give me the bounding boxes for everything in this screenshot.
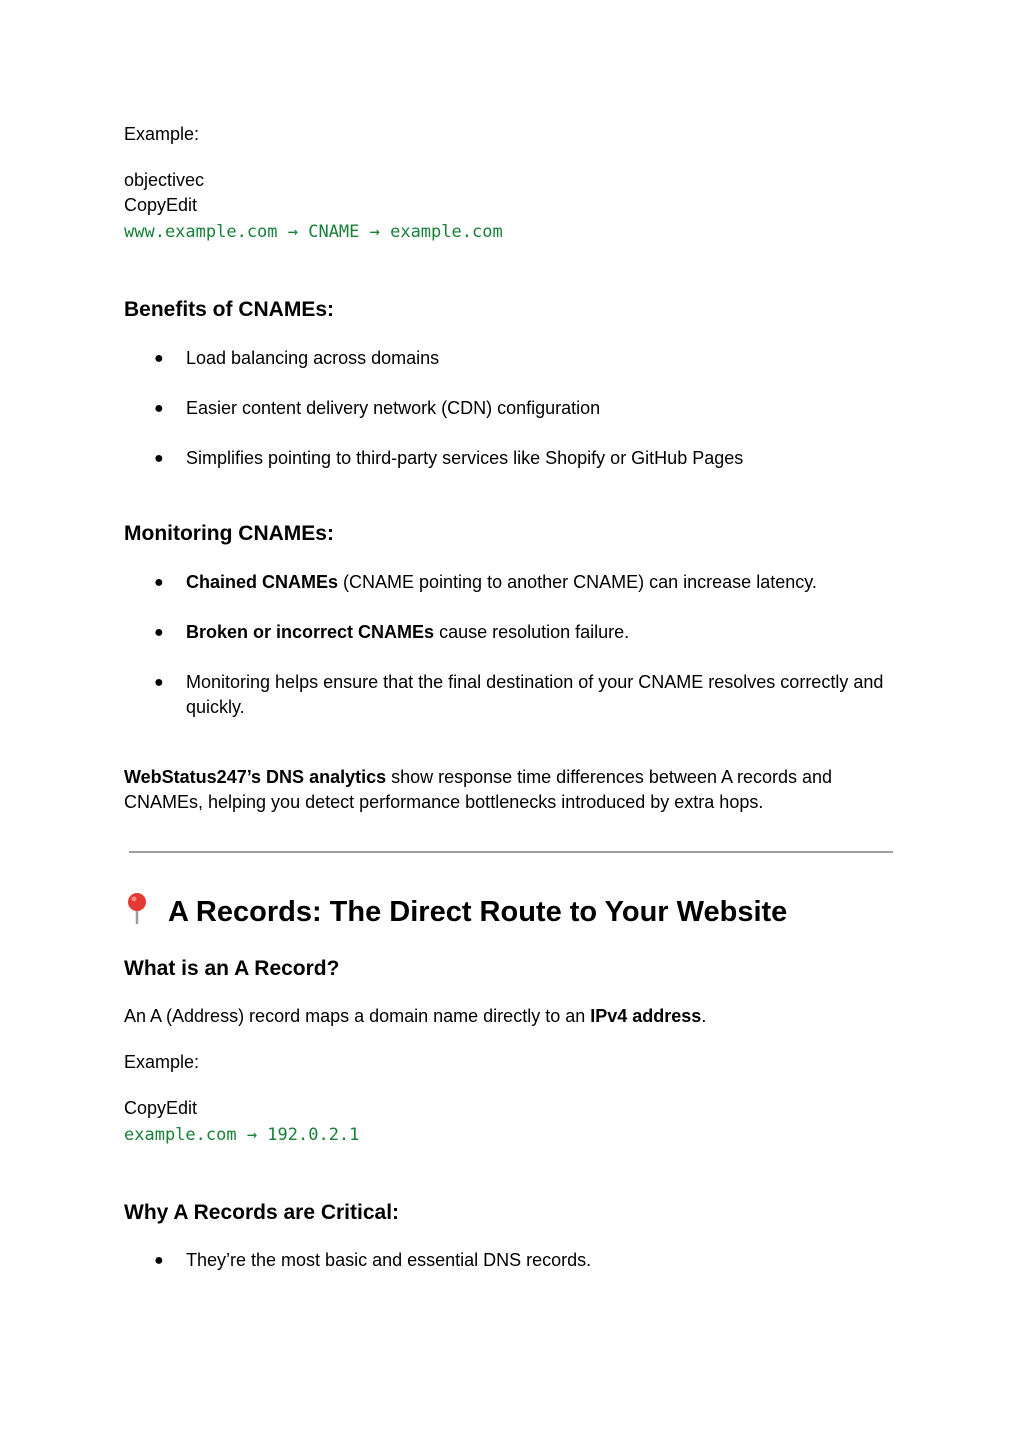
bullet-icon: ● — [154, 1252, 164, 1269]
bullet-icon: ● — [154, 400, 164, 417]
what-bold: IPv4 address — [590, 1006, 702, 1026]
what-text-end: . — [701, 1006, 707, 1026]
benefits-heading: Benefits of CNAMEs: — [124, 298, 335, 321]
copy-edit-label[interactable]: CopyEdit — [124, 1098, 198, 1118]
list-item: Easier content delivery network (CDN) configuration — [186, 398, 601, 418]
list-item — [186, 670, 896, 720]
what-text: An A (Address) record maps a domain name directly to an — [124, 1006, 591, 1026]
list-item-text: cause resolution failure. — [434, 622, 630, 642]
copy-edit-label[interactable]: CopyEdit — [124, 195, 198, 215]
list-item: Simplifies pointing to third-party services like Shopify or GitHub Pages — [186, 448, 744, 468]
analytics-bold: WebStatus247’s DNS analytics — [124, 767, 387, 787]
bullet-icon: ● — [154, 350, 164, 367]
code-line: example.com → 192.0.2.1 — [124, 1125, 360, 1145]
a-records-title-text: A Records: The Direct Route to Your Website — [168, 896, 788, 928]
example-label: Example: — [124, 1052, 200, 1072]
list-item-bold: Chained CNAMEs — [186, 572, 339, 592]
bullet-icon: ● — [154, 450, 164, 467]
pin-icon — [124, 892, 154, 933]
list-item — [186, 570, 896, 595]
list-item-text: (CNAME pointing to another CNAME) can increase latency. — [338, 572, 817, 592]
bullet-icon: ● — [154, 624, 164, 641]
analytics-paragraph — [124, 765, 904, 815]
code-line: www.example.com → CNAME → example.com — [124, 222, 503, 242]
example-label: Example: — [124, 124, 200, 144]
code-language-label: objectivec — [124, 170, 205, 190]
what-paragraph — [124, 1004, 706, 1029]
a-records-title — [124, 892, 787, 933]
bullet-icon: ● — [154, 674, 164, 691]
list-item — [186, 620, 896, 645]
monitoring-heading: Monitoring CNAMEs: — [124, 522, 334, 545]
analytics-text: show response time differences between A records and CNAMEs, helping you detect performance bottlenecks introduced by extra hops. — [124, 767, 833, 812]
list-item: Load balancing across domains — [186, 348, 440, 368]
horizontal-divider — [129, 851, 893, 853]
list-item: They’re the most basic and essential DNS records. — [186, 1250, 592, 1270]
list-item-bold: Broken or incorrect CNAMEs — [186, 622, 435, 642]
bullet-icon: ● — [154, 574, 164, 591]
what-heading: What is an A Record? — [124, 957, 340, 980]
why-heading: Why A Records are Critical: — [124, 1201, 400, 1224]
list-item-text: Monitoring helps ensure that the final destination of your CNAME resolves correctly and quickly. — [186, 672, 884, 717]
